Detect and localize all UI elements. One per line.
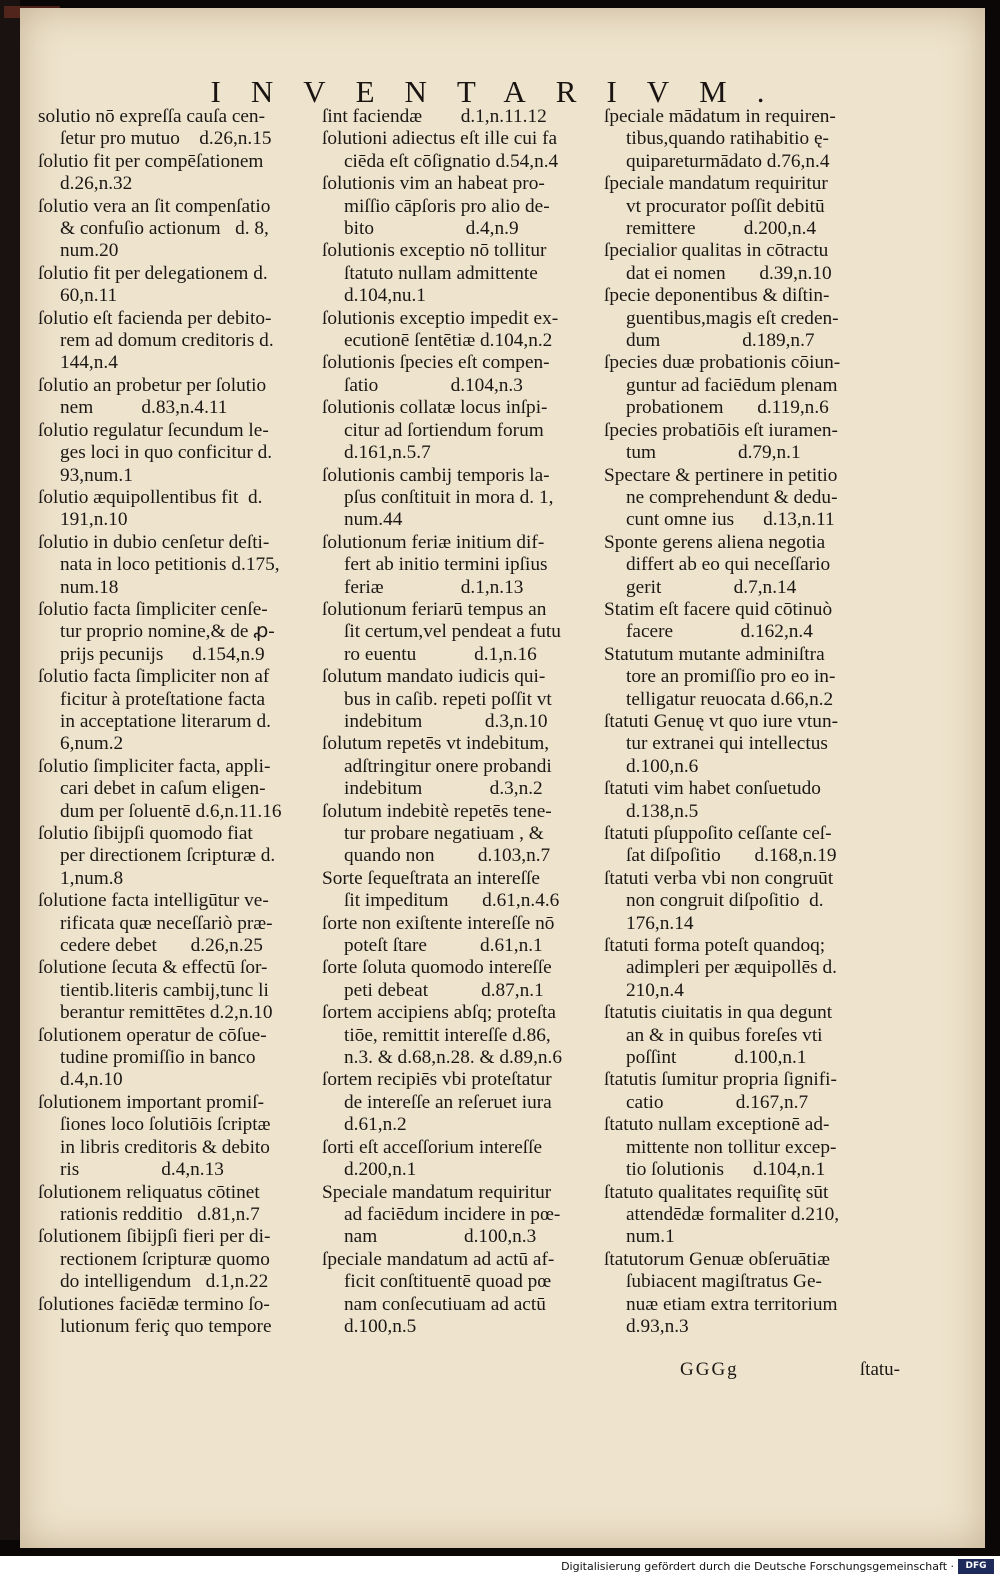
running-title: INVENTARIVM. — [210, 74, 795, 109]
entry-headline: ſpeciale mandatum requiritur — [604, 173, 828, 195]
entry-headline: ſorte non exiſtente intereſſe nō — [322, 912, 555, 934]
entry-headline: ſolutionis vim an habeat pro- — [322, 173, 545, 195]
entry-continuation: 210,n.4 — [626, 979, 684, 1001]
entry-continuation: 191,n.10 — [60, 509, 128, 531]
catchword: ſtatu- — [859, 1359, 900, 1380]
entry-continuation: tore an promiſſio pro eo in- — [626, 666, 836, 688]
entry-headline: Speciale mandatum requiritur — [322, 1181, 552, 1203]
entry-headline: ſolutum mandato iudicis qui- — [322, 666, 546, 688]
index-entry — [322, 1249, 616, 1339]
index-entry — [604, 285, 904, 352]
index-entry — [38, 308, 330, 375]
index-entry — [322, 532, 616, 599]
index-entry — [38, 756, 330, 823]
entry-continuation: lutionum feriç quo tempore — [60, 1315, 272, 1337]
index-entry — [604, 1069, 904, 1114]
entry-continuation: poteſt ſtare d.61,n.1 — [344, 935, 543, 957]
entry-continuation: tudine promiſſio in banco — [60, 1047, 256, 1069]
entry-headline: ſtatuti verba vbi non congruūt — [604, 867, 834, 889]
entry-headline: Statutum mutante adminiſtra — [604, 643, 825, 665]
entry-continuation: ſtatuto nullam admittente — [344, 262, 538, 284]
entry-headline: ſpecies duæ probationis cōiun- — [604, 352, 841, 374]
entry-continuation: tur proprio nomine,& de ꝓ- — [60, 621, 275, 643]
entry-headline: ſolutum indebitè repetēs tene- — [322, 800, 552, 822]
index-entry — [322, 397, 616, 464]
entry-continuation: ſit certum,vel pendeat a futu — [344, 621, 561, 643]
entry-continuation: telligatur reuocata d.66,n.2 — [626, 688, 834, 710]
entry-continuation: probationem d.119,n.6 — [626, 397, 829, 419]
entry-headline: ſtatutis ſumitur propria ſignifi- — [604, 1069, 837, 1091]
entry-headline: ſtatuti vim habet conſuetudo — [604, 778, 821, 800]
index-entry — [322, 1182, 616, 1249]
entry-continuation: fert ab initio termini ipſius — [344, 554, 548, 576]
entry-continuation: ro euentu d.1,n.16 — [344, 643, 537, 665]
entry-continuation: tum d.79,n.1 — [626, 442, 801, 464]
entry-headline: ſolutionem operatur de cōſue- — [38, 1024, 267, 1046]
entry-continuation: ſat diſpoſitio d.168,n.19 — [626, 845, 837, 867]
index-entry — [322, 913, 616, 958]
entry-headline: ſolutione ſecuta & effectū ſor- — [38, 957, 268, 979]
index-entry — [322, 352, 616, 397]
entry-headline: ſolutionum feriarū tempus an — [322, 598, 547, 620]
entry-continuation: ris d.4,n.13 — [60, 1159, 224, 1181]
entry-continuation: indebitum d.3,n.10 — [344, 710, 548, 732]
entry-continuation: guntur ad faciēdum plenam — [626, 374, 838, 396]
index-entry — [322, 666, 616, 733]
entry-headline: ſolutio æquipollentibus fit d. — [38, 486, 263, 508]
entry-continuation: num.20 — [60, 240, 119, 262]
index-entry — [604, 599, 904, 644]
entry-headline: ſtatuto nullam exceptionē ad- — [604, 1114, 830, 1136]
index-entry — [38, 106, 330, 151]
entry-headline: ſtatuti pſuppoſito ceſſante ceſ- — [604, 823, 832, 844]
entry-headline: ſtatuti Genuę vt quo iure vtun- — [604, 710, 839, 732]
index-entry — [38, 420, 330, 487]
entry-continuation: differt ab eo qui neceſſario — [626, 554, 831, 576]
index-entry — [322, 106, 616, 128]
entry-continuation: d.4,n.10 — [60, 1069, 123, 1091]
entry-headline: Sorte ſequeſtrata an intereſſe — [322, 867, 540, 889]
entry-continuation: tur probare negatiuam , & — [344, 823, 544, 844]
entry-headline: ſolutio regulatur ſecundum le- — [38, 419, 269, 441]
index-entry — [322, 1137, 616, 1182]
entry-continuation: 176,n.14 — [626, 912, 694, 934]
index-entry — [604, 420, 904, 465]
entry-continuation: d.104,nu.1 — [344, 285, 426, 307]
index-entry — [322, 957, 616, 1002]
entry-continuation: n.3. & d.68,n.28. & d.89,n.6 — [344, 1047, 562, 1069]
entry-continuation: ficit conſtituentē quoad pœ — [344, 1271, 552, 1293]
index-entry — [604, 173, 904, 240]
entry-continuation: de intereſſe an reſeruet iura — [344, 1091, 552, 1113]
entry-continuation: rectionem ſcripturæ quomo — [60, 1248, 270, 1270]
entry-continuation: vt procurator poſſit debitū — [626, 195, 825, 217]
entry-headline: ſolutioni adiectus eſt ille cui fa — [322, 128, 558, 150]
entry-continuation: 1,num.8 — [60, 867, 124, 889]
index-entry — [322, 240, 616, 307]
entry-headline: ſpecialior qualitas in cōtractu — [604, 240, 829, 262]
entry-continuation: dum per ſoluentē d.6,n.11.16 — [60, 800, 282, 822]
entry-continuation: bus in caſib. repeti poſſit vt — [344, 688, 552, 710]
index-entry — [604, 711, 904, 778]
entry-continuation: quipareturmādato d.76,n.4 — [626, 150, 830, 172]
entry-continuation: d.100,n.6 — [626, 755, 699, 777]
entry-continuation: ges loci in quo conficitur d. — [60, 442, 273, 464]
entry-continuation: facere d.162,n.4 — [626, 621, 813, 643]
entry-continuation: d.93,n.3 — [626, 1315, 689, 1337]
entry-continuation: ſit impeditum d.61,n.4.6 — [344, 890, 560, 912]
index-entry — [38, 1226, 330, 1293]
index-entry — [38, 1092, 330, 1182]
entry-continuation: peti debeat d.87,n.1 — [344, 979, 544, 1001]
entry-headline: Statim eſt facere quid cōtinuò — [604, 598, 833, 620]
index-entry — [38, 375, 330, 420]
entry-continuation: dat ei nomen d.39,n.10 — [626, 262, 832, 284]
index-entry — [322, 733, 616, 800]
index-entry — [604, 823, 904, 868]
entry-headline: ſolutio in dubio cenſetur deſti- — [38, 531, 270, 553]
index-entry — [604, 465, 904, 532]
entry-continuation: bito d.4,n.9 — [344, 218, 519, 240]
entry-headline: ſolutiones faciēdæ termino ſo- — [38, 1293, 270, 1315]
entry-continuation: adſtringitur onere probandi — [344, 755, 552, 777]
index-entry — [604, 1182, 904, 1249]
entry-headline: ſolutio facta ſimpliciter cenſe- — [38, 598, 268, 620]
entry-continuation: cari debet in caſum eligen- — [60, 778, 266, 800]
entry-headline: ſpecie deponentibus & diſtin- — [604, 285, 830, 307]
entry-continuation: gerit d.7,n.14 — [626, 576, 797, 598]
index-entry — [38, 890, 330, 957]
entry-continuation: num.1 — [626, 1226, 675, 1248]
entry-headline: ſolutio fit per delegationem d. — [38, 262, 268, 284]
dfg-logo: DFG — [958, 1559, 994, 1574]
index-entry — [38, 151, 330, 196]
index-entry — [38, 823, 330, 890]
entry-continuation: nam d.100,n.3 — [344, 1226, 537, 1248]
entry-continuation: catio d.167,n.7 — [626, 1091, 809, 1113]
entry-continuation: ſatio d.104,n.3 — [344, 374, 523, 396]
entry-continuation: nuæ etiam extra territorium — [626, 1293, 838, 1315]
book-page — [20, 8, 985, 1548]
entry-headline: Spectare & pertinere in petitio — [604, 464, 838, 486]
entry-headline: ſolutionis collatæ locus inſpi- — [322, 397, 548, 419]
entry-continuation: in acceptatione literarum d. — [60, 710, 271, 732]
entry-continuation: nata in loco petitionis d.175, — [60, 554, 280, 576]
entry-headline: ſtatuto qualitates requiſitę sūt — [604, 1181, 829, 1203]
entry-continuation: ad faciēdum incidere in pœ- — [344, 1203, 561, 1225]
signature-mark: GGGg — [680, 1359, 739, 1380]
entry-continuation: nam conſecutiuam ad actū — [344, 1293, 546, 1315]
index-entry — [322, 465, 616, 532]
entry-continuation: mittente non tollitur excep- — [626, 1136, 837, 1158]
entry-continuation: rem ad domum creditoris d. — [60, 330, 274, 352]
index-column-left — [38, 106, 330, 1338]
entry-continuation: citur ad ſortiendum forum — [344, 419, 544, 441]
entry-continuation: tio ſolutionis d.104,n.1 — [626, 1159, 826, 1181]
entry-continuation: dum d.189,n.7 — [626, 330, 815, 352]
entry-continuation: ecutionē ſentētiæ d.104,n.2 — [344, 330, 553, 352]
entry-headline: ſolutionum feriæ initium dif- — [322, 531, 545, 553]
entry-continuation: 60,n.11 — [60, 285, 118, 307]
entry-continuation: miſſio cāpſoris pro alio de- — [344, 195, 550, 217]
entry-headline: ſolutio fit per compēſationem — [38, 150, 264, 172]
entry-headline: ſpeciale mādatum in requiren- — [604, 106, 836, 127]
entry-headline: ſorti eſt acceſſorium intereſſe — [322, 1136, 543, 1158]
index-entry — [38, 599, 330, 666]
entry-continuation: 144,n.4 — [60, 352, 118, 374]
entry-headline: ſolutionis cambij temporis la- — [322, 464, 550, 486]
index-entry — [322, 1002, 616, 1069]
index-entry — [38, 487, 330, 532]
digitization-footer — [0, 1556, 1000, 1580]
index-entry — [38, 196, 330, 263]
entry-continuation: ſiones loco ſolutiōis ſcriptæ — [60, 1114, 271, 1136]
entry-continuation: pſus conſtituit in mora d. 1, — [344, 486, 554, 508]
entry-headline: ſolutionis ſpecies eſt compen- — [322, 352, 550, 374]
entry-continuation: num.18 — [60, 576, 119, 598]
entry-continuation: ne comprehendunt & dedu- — [626, 486, 838, 508]
entry-headline: ſint faciendæ d.1,n.11.12 — [322, 106, 547, 127]
entry-continuation: d.161,n.5.7 — [344, 442, 431, 464]
index-column-right — [604, 106, 904, 1338]
entry-continuation: tiōe, remittit intereſſe d.86, — [344, 1024, 551, 1046]
entry-headline: ſpeciale mandatum ad actū af- — [322, 1248, 555, 1270]
entry-continuation: attendēdæ formaliter d.210, — [626, 1203, 840, 1225]
funding-note: Digitalisierung gefördert durch die Deutsche Forschungsgemeinschaft · — [561, 1560, 954, 1573]
index-entry — [604, 1249, 904, 1339]
entry-continuation: adimpleri per æquipollēs d. — [626, 957, 837, 979]
entry-continuation: d.100,n.5 — [344, 1315, 417, 1337]
entry-headline: ſortem recipiēs vbi proteſtatur — [322, 1069, 552, 1091]
index-entry — [604, 352, 904, 419]
entry-continuation: nem d.83,n.4.11 — [60, 397, 228, 419]
index-entry — [38, 532, 330, 599]
entry-headline: ſtatutorum Genuæ obſeruātiæ — [604, 1248, 830, 1270]
entry-continuation: remittere d.200,n.4 — [626, 218, 817, 240]
entry-headline: ſolutio facta ſimpliciter non af — [38, 666, 270, 688]
index-entry — [604, 532, 904, 599]
index-entry — [322, 801, 616, 868]
index-entry — [604, 240, 904, 285]
entry-continuation: d.200,n.1 — [344, 1159, 417, 1181]
entry-continuation: berantur remittētes d.2,n.10 — [60, 1002, 273, 1024]
index-entry — [322, 308, 616, 353]
entry-continuation: rificata quæ neceſſariò præ- — [60, 912, 273, 934]
entry-continuation: cedere debet d.26,n.25 — [60, 935, 263, 957]
entry-headline: ſolutionis exceptio impedit ex- — [322, 307, 559, 329]
index-entry — [604, 1114, 904, 1181]
entry-continuation: tibus,quando ratihabitio ę- — [626, 128, 829, 150]
entry-continuation: prijs pecunijs d.154,n.9 — [60, 643, 265, 665]
index-entry — [38, 263, 330, 308]
entry-headline: ſorte ſoluta quomodo intereſſe — [322, 957, 552, 979]
index-entry — [322, 1069, 616, 1136]
entry-headline: ſolutionem important promiſ- — [38, 1091, 264, 1113]
entry-headline: ſolutionis exceptio nō tollitur — [322, 240, 547, 262]
entry-headline: ſolutionem reliquatus cōtinet — [38, 1181, 260, 1203]
entry-headline: ſtatutis ciuitatis in qua degunt — [604, 1002, 833, 1024]
index-entry — [322, 128, 616, 173]
entry-continuation: in libris creditoris & debito — [60, 1136, 270, 1158]
entry-continuation: indebitum d.3,n.2 — [344, 778, 543, 800]
entry-headline: ſolutio eſt facienda per debito- — [38, 307, 272, 329]
entry-continuation: quando non d.103,n.7 — [344, 845, 551, 867]
entry-headline: Sponte gerens aliena negotia — [604, 531, 826, 553]
entry-continuation: cunt omne ius d.13,n.11 — [626, 509, 835, 531]
index-entry — [38, 666, 330, 756]
entry-continuation: ciēda eſt cōſignatio d.54,n.4 — [344, 150, 559, 172]
entry-continuation: tur extranei qui intellectus — [626, 733, 828, 755]
entry-continuation: do intelligendum d.1,n.22 — [60, 1271, 269, 1293]
index-entry — [604, 778, 904, 823]
entry-continuation: non congruit diſpoſitio d. — [626, 890, 824, 912]
index-entry — [38, 1294, 330, 1339]
entry-continuation: 6,num.2 — [60, 733, 124, 755]
entry-headline: ſortem accipiens abſq; proteſta — [322, 1002, 556, 1024]
index-entry — [604, 935, 904, 1002]
entry-headline: solutio nō expreſſa cauſa cen- — [38, 106, 265, 127]
scan-edge-strip — [0, 0, 20, 1540]
entry-continuation: & confuſio actionum d. 8, — [60, 218, 269, 240]
index-entry — [604, 644, 904, 711]
entry-continuation: guentibus,magis eſt creden- — [626, 307, 839, 329]
entry-continuation: an & in quibus foreſes vti — [626, 1024, 823, 1046]
entry-headline: ſolutum repetēs vt indebitum, — [322, 733, 550, 755]
index-entry — [322, 599, 616, 666]
entry-continuation: poſſint d.100,n.1 — [626, 1047, 807, 1069]
entry-continuation: d.138,n.5 — [626, 800, 699, 822]
entry-continuation: d.61,n.2 — [344, 1114, 407, 1136]
entry-headline: ſolutione facta intelligūtur ve- — [38, 890, 269, 912]
index-entry — [604, 106, 904, 173]
entry-headline: ſolutio ſimpliciter facta, appli- — [38, 755, 271, 777]
entry-headline: ſolutio vera an ſit compenſatio — [38, 195, 271, 217]
entry-continuation: 93,num.1 — [60, 464, 133, 486]
index-entry — [38, 957, 330, 1024]
entry-continuation: per directionem ſcripturæ d. — [60, 845, 276, 867]
entry-continuation: d.26,n.32 — [60, 173, 133, 195]
entry-headline: ſpecies probatiōis eſt iuramen- — [604, 419, 838, 441]
index-entry — [322, 868, 616, 913]
entry-continuation: num.44 — [344, 509, 403, 531]
entry-continuation: tientib.literis cambij,tunc li — [60, 979, 269, 1001]
index-entry — [38, 1182, 330, 1227]
entry-continuation: ficitur à proteſtatione facta — [60, 688, 266, 710]
index-entry — [604, 1002, 904, 1069]
index-entry — [322, 173, 616, 240]
entry-headline: ſtatuti forma poteſt quandoq; — [604, 935, 826, 957]
index-entry — [38, 1025, 330, 1092]
entry-continuation: rationis redditio d.81,n.7 — [60, 1203, 260, 1225]
index-entry — [604, 868, 904, 935]
index-column-middle — [322, 106, 616, 1338]
entry-continuation: feriæ d.1,n.13 — [344, 576, 524, 598]
entry-headline: ſolutio an probetur per ſolutio — [38, 374, 267, 396]
entry-headline: ſolutionem ſibijpſi fieri per di- — [38, 1226, 271, 1248]
entry-headline: ſolutio ſibijpſi quomodo fiat — [38, 823, 253, 844]
entry-continuation: ſetur pro mutuo d.26,n.15 — [60, 128, 272, 150]
entry-continuation: ſubiacent magiſtratus Ge- — [626, 1271, 822, 1293]
